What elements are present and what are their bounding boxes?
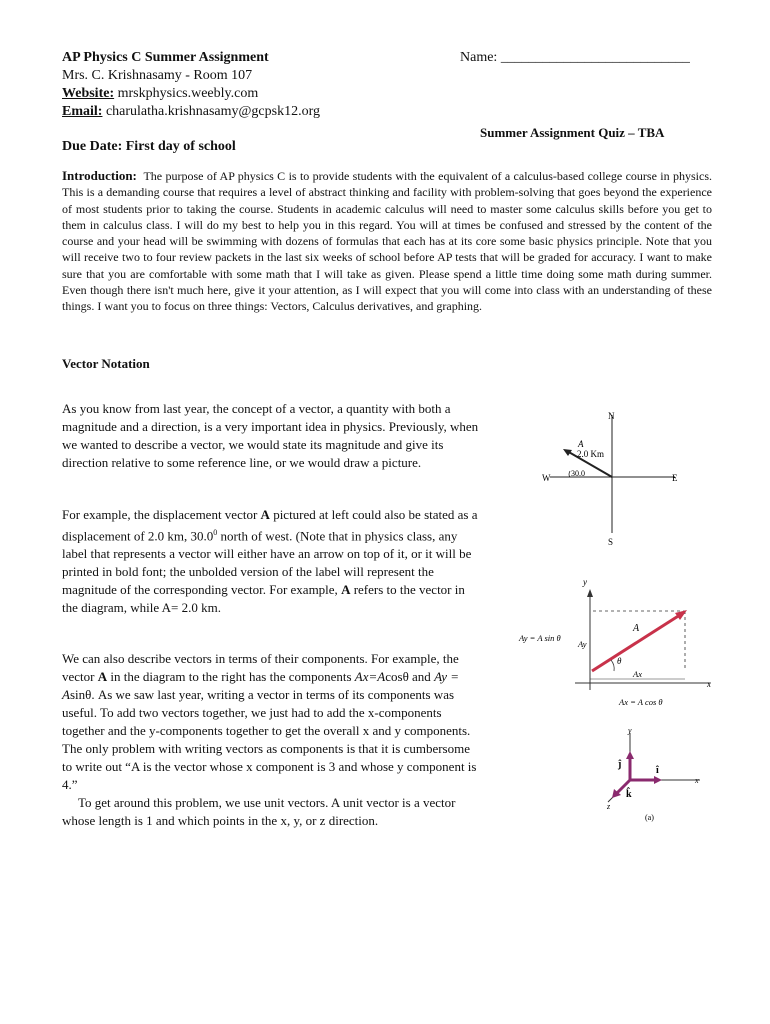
compass-diagram [530,405,710,550]
components-theta: θ [617,656,622,666]
components-x-label: x [707,679,711,689]
p2-text-c: north of west. (Note that in physics class, any label that represents a vector will either have an arrow on top of it, or it will be printed in bold font; the unbolded version of the label will represent the magnitude of the corresponding vector. For example, [62,528,472,598]
unit-j-label: ĵ [618,759,622,770]
compass-n: N [608,411,615,421]
unit-i-label: î [656,765,659,776]
theta-arc [611,660,614,671]
p2-bold-b: A [341,582,351,598]
teacher-line: Mrs. C. Krishnasamy - Room 107 [62,68,253,83]
p3-ay2: sinθ. As we saw last year, writing a vector in terms of its components was useful. To add two vectors together, we just had to add the x-components together and the y-components together to get the overall x and y components. The only problem with writing vectors as components is that it is cumbersome to write out “A is the vector whose x component is 3 and whose y component is 4.” [62,687,477,792]
components-ay-short: Ay [578,639,587,649]
website-label: Website: [62,86,115,101]
components-ax-short: Ax [633,669,642,679]
email-value[interactable]: charulatha.krishnasamy@gcpsk12.org [105,104,320,119]
p3-ax2: cosθ and [385,669,435,684]
compass-s: S [608,537,614,547]
p2-text-a: For example, the displacement vector [62,507,261,522]
component-vector [592,613,683,671]
compass-magnitude: 2.0 Km [577,449,604,459]
email-label: Email: [62,104,103,119]
components-ax-label: Ax = A cos θ [619,697,663,707]
unit-z-label: z [607,802,611,811]
components-diagram [515,575,725,715]
paragraph-4-text: To get around this problem, we use unit vectors. A unit vector is a vector whose length is 1 and which points in the x, y, or z direction. [62,795,456,828]
quiz-note: Summer Assignment Quiz – TBA [480,125,665,140]
paragraph-3 [62,650,482,830]
unit-y-label: y [628,726,632,735]
unit-x-label: x [695,776,699,785]
p2-degree: 0 [213,528,218,537]
name-field: Name: ___________________________ [460,50,690,65]
p3-ay: Ay = A [62,669,460,702]
components-y-label: y [583,577,587,587]
p2-text-b: pictured at left could also be stated as a displacement of 2.0 km, 30.0 [62,507,478,544]
website-value[interactable]: mrskphysics.weebly.com [117,86,259,101]
p3-text-b: in the diagram to the right has the components [107,669,355,684]
p3-bold: A [97,669,108,684]
due-date: Due Date: First day of school [62,139,236,154]
course-title: AP Physics C Summer Assignment [62,50,269,65]
compass-e: E [672,473,678,483]
introduction [62,168,712,315]
i-hat-arrowhead [654,776,662,784]
compass-w: W [542,473,551,483]
angle-arc [569,471,570,477]
j-hat-arrowhead [626,751,634,759]
p3-text-a: We can also describe vectors in terms of their components. For example, the vector [62,651,459,684]
unit-k-label: k̂ [626,789,632,800]
section-title: Vector Notation [62,356,150,371]
p2-bold-a: A [260,507,270,522]
unit-caption: (a) [645,813,654,822]
unit-vectors-diagram [590,725,720,825]
components-vector-label: A [633,623,640,634]
paragraph-2 [62,506,482,617]
y-axis-arrow [587,589,593,597]
paragraph-1-text: As you know from last year, the concept of a vector, a quantity with both a magnitude and a direction, is a very important idea in physics. Previously, when we wanted to describe a vector, we would state its magnitude and give its direction relative to some reference line, or we would draw a picture. [62,401,479,470]
compass-vector-label: A [578,439,584,449]
intro-label: Introduction: [62,168,137,183]
compass-angle: 30.0 [571,469,585,478]
p3-ax: Ax=A [354,669,386,684]
p2-text-d: refers to the vector in the diagram, while A= 2.0 km. [62,582,465,616]
paragraph-1 [62,400,482,472]
components-ay-label: Ay = A sin θ [519,633,561,643]
intro-text: The purpose of AP physics C is to provide students with the equivalent of a calculus-based college course in physics. This is a demanding course that requires a level of abstract thinking and facility with problem-solving that goes beyond the experience of most students prior to taking the course. Students in academic calculus will need to master some calculus skills before you get to them in calculus class. I will do my best to help you in this regard. You will at times be confused and stressed by the content of the course and your head will be swimming with dozens of formulas that each has at its core some basic physics principle. Note that you will receive two to four review packets in the last six weeks of school before AP tests that will be graded for accuracy. I want to make sure that you are comfortable with some math that I will take as given. Please spend a little time doing some math during summer. Even though there isn't much here, give it your attention, as I will expect that you will come into class with an understanding of these things. I want you to focus on three things: Vectors, Calculus derivatives, and graphing. [62,169,712,314]
